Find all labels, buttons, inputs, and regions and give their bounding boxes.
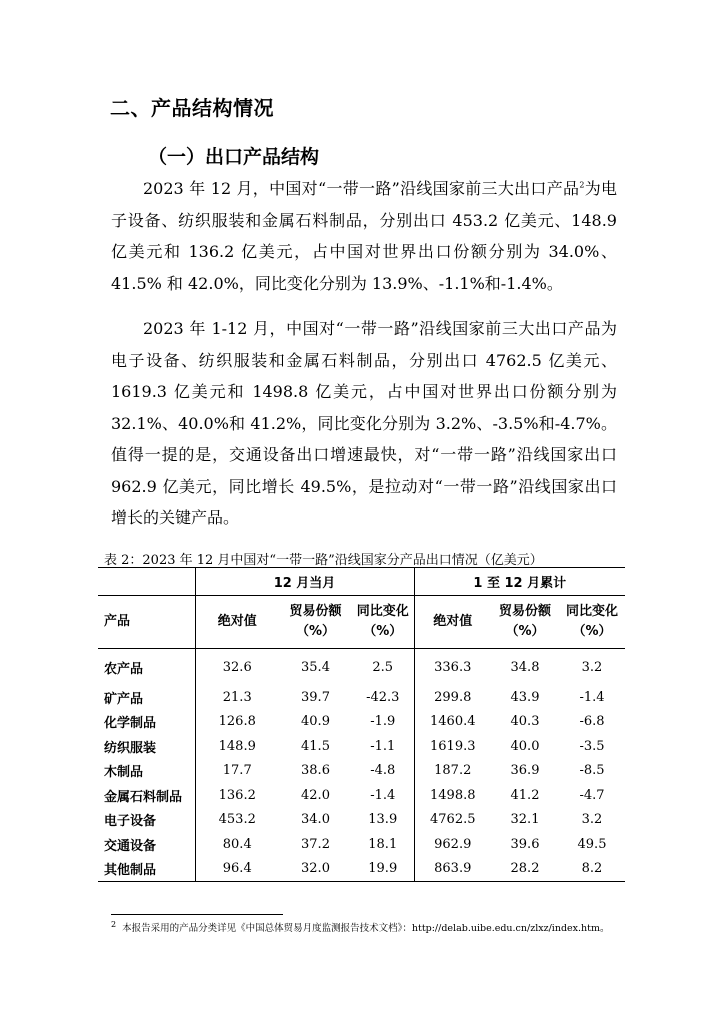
product-name: 农产品: [98, 649, 195, 686]
table-row: [98, 734, 625, 759]
month-yoy: 18.1: [352, 832, 414, 857]
product-name: 电子设备: [98, 808, 195, 833]
month-yoy: -4.8: [352, 759, 414, 784]
table-group-header: [98, 568, 625, 596]
product-name: 矿产品: [98, 685, 195, 710]
month-abs: 136.2: [218, 787, 256, 803]
footnote-text: 本报告采用的产品分类详见《中国总体贸易月度监测报告技术文档》：http://delab.uibe.edu.cn/zlxz/index.htm。: [122, 923, 610, 934]
product-name: 交通设备: [98, 832, 195, 857]
product-name: 木制品: [98, 759, 195, 784]
month-yoy: -1.1: [352, 734, 414, 759]
cum-abs: 1498.8: [430, 787, 476, 803]
table-row: [98, 783, 625, 808]
cum-yoy: 3.2: [581, 659, 603, 675]
cum-yoy: -4.7: [579, 787, 605, 803]
footnote-mark: 2: [111, 919, 117, 929]
month-share: 38.6: [301, 763, 330, 779]
month-share: 42.0: [301, 787, 330, 803]
cum-abs: 336.3: [434, 659, 472, 675]
cum-yoy: -8.5: [579, 763, 605, 779]
header-cumulative-group: 1 至 12 月累计: [414, 568, 625, 596]
month-abs: 453.2: [218, 812, 256, 828]
col-month-share: 贸易份额（%）: [279, 596, 352, 649]
cum-abs: 4762.5: [430, 812, 476, 828]
cum-share: 28.2: [491, 857, 559, 882]
cum-abs: 299.8: [434, 689, 472, 705]
cum-share: 40.3: [510, 714, 540, 730]
product-name: 其他制品: [98, 857, 195, 882]
product-name: 纺织服装: [98, 734, 195, 759]
col-cum-abs: 绝对值: [414, 596, 491, 649]
cum-abs: 863.9: [414, 857, 491, 882]
cum-yoy: 49.5: [577, 836, 607, 852]
paragraph-1-start: 2023 年 12 月，中国对“一带一路”沿线国家前三大出口产品: [143, 179, 580, 198]
table-row: [98, 759, 625, 784]
paragraph-2: 2023 年 1-12 月，中国对“一带一路”沿线国家前三大出口产品为电子设备、纺织服装和金属石料制品，分别出口 4762.5 亿美元、1619.3 亿美元和 1498.8 亿美元，占中国对世界出口份额分别为 32.1%、40.0%和 41.2%，同比变化分别为 3.2%、-3.5%和-4.7%。值得一提的是，交通设备出口增速最快，对“一带一路”沿线国家出口 962.9 亿美元，同比增长 49.5%，是拉动对“一带一路”沿线国家出口增长的关键产品。: [111, 319, 617, 527]
cum-abs: 187.2: [434, 763, 472, 779]
month-yoy: 19.9: [352, 857, 414, 882]
month-share: 39.7: [301, 689, 330, 705]
month-share: 35.4: [301, 659, 330, 675]
month-yoy: -42.3: [352, 685, 414, 710]
month-abs: 96.4: [195, 857, 279, 882]
cum-abs: 1619.3: [430, 738, 476, 754]
month-share: 40.9: [301, 714, 330, 730]
cum-share: 43.9: [510, 689, 540, 705]
footnote: [111, 920, 610, 934]
month-abs: 17.7: [222, 763, 252, 779]
month-abs: 21.3: [222, 689, 252, 705]
cum-share: 40.0: [510, 738, 540, 754]
cum-yoy: -6.8: [579, 714, 605, 730]
col-cum-yoy: 同比变化（%）: [559, 596, 625, 649]
table-row: [98, 685, 625, 710]
col-month-abs: 绝对值: [195, 596, 279, 649]
table-row: [98, 710, 625, 735]
product-name: 化学制品: [98, 710, 195, 735]
cum-share: 36.9: [510, 763, 540, 779]
table-row: [98, 808, 625, 833]
footnote-divider: [111, 914, 283, 915]
table-row: [98, 832, 625, 857]
cum-abs: 962.9: [434, 836, 472, 852]
table-row: [98, 857, 625, 882]
month-yoy: -1.9: [352, 710, 414, 735]
footnote-reference[interactable]: 2: [579, 180, 585, 190]
cum-yoy: 3.2: [581, 812, 603, 828]
month-abs: 126.8: [218, 714, 256, 730]
cum-share: 34.8: [510, 659, 540, 675]
month-share: 34.0: [301, 812, 330, 828]
export-product-table: [98, 567, 625, 882]
paragraph-1: [111, 173, 617, 299]
table-column-header: [98, 596, 625, 649]
table-row: [98, 649, 625, 686]
cum-yoy: -3.5: [579, 738, 605, 754]
paragraph-1-end: 为电子设备、纺织服装和金属石料制品，分别出口 453.2 亿美元、148.9 亿美元和 136.2 亿美元，占中国对世界出口份额分别为 34.0%、41.5% 和 42.0%，同比变化分别为 13.9%、-1.1%和-1.4%。: [111, 179, 617, 293]
table-caption: 表 2：2023 年 12 月中国对“一带一路”沿线国家分产品出口情况（亿美元）: [104, 553, 543, 568]
month-yoy: -1.4: [352, 783, 414, 808]
month-abs: 148.9: [218, 738, 256, 754]
month-share: 37.2: [301, 836, 330, 852]
header-month-group: 12 月当月: [195, 568, 414, 596]
month-abs: 80.4: [222, 836, 252, 852]
col-cum-share: 贸易份额（%）: [491, 596, 559, 649]
col-product: 产品: [98, 596, 195, 649]
cum-share: 39.6: [510, 836, 540, 852]
month-abs: 32.6: [222, 659, 252, 675]
header-empty-cell: [98, 568, 195, 596]
cum-share: 32.1: [510, 812, 540, 828]
col-month-yoy: 同比变化（%）: [352, 596, 414, 649]
cum-share: 41.2: [510, 787, 540, 803]
subsection-title: （一）出口产品结构: [148, 146, 320, 168]
cum-abs: 1460.4: [430, 714, 476, 730]
month-yoy: 2.5: [352, 649, 414, 686]
cum-yoy: 8.2: [559, 857, 625, 882]
product-name: 金属石料制品: [98, 783, 195, 808]
cum-yoy: -1.4: [579, 689, 605, 705]
month-share: 41.5: [301, 738, 330, 754]
section-title: 二、产品结构情况: [110, 96, 274, 120]
month-yoy: 13.9: [352, 808, 414, 833]
month-share: 32.0: [279, 857, 352, 882]
